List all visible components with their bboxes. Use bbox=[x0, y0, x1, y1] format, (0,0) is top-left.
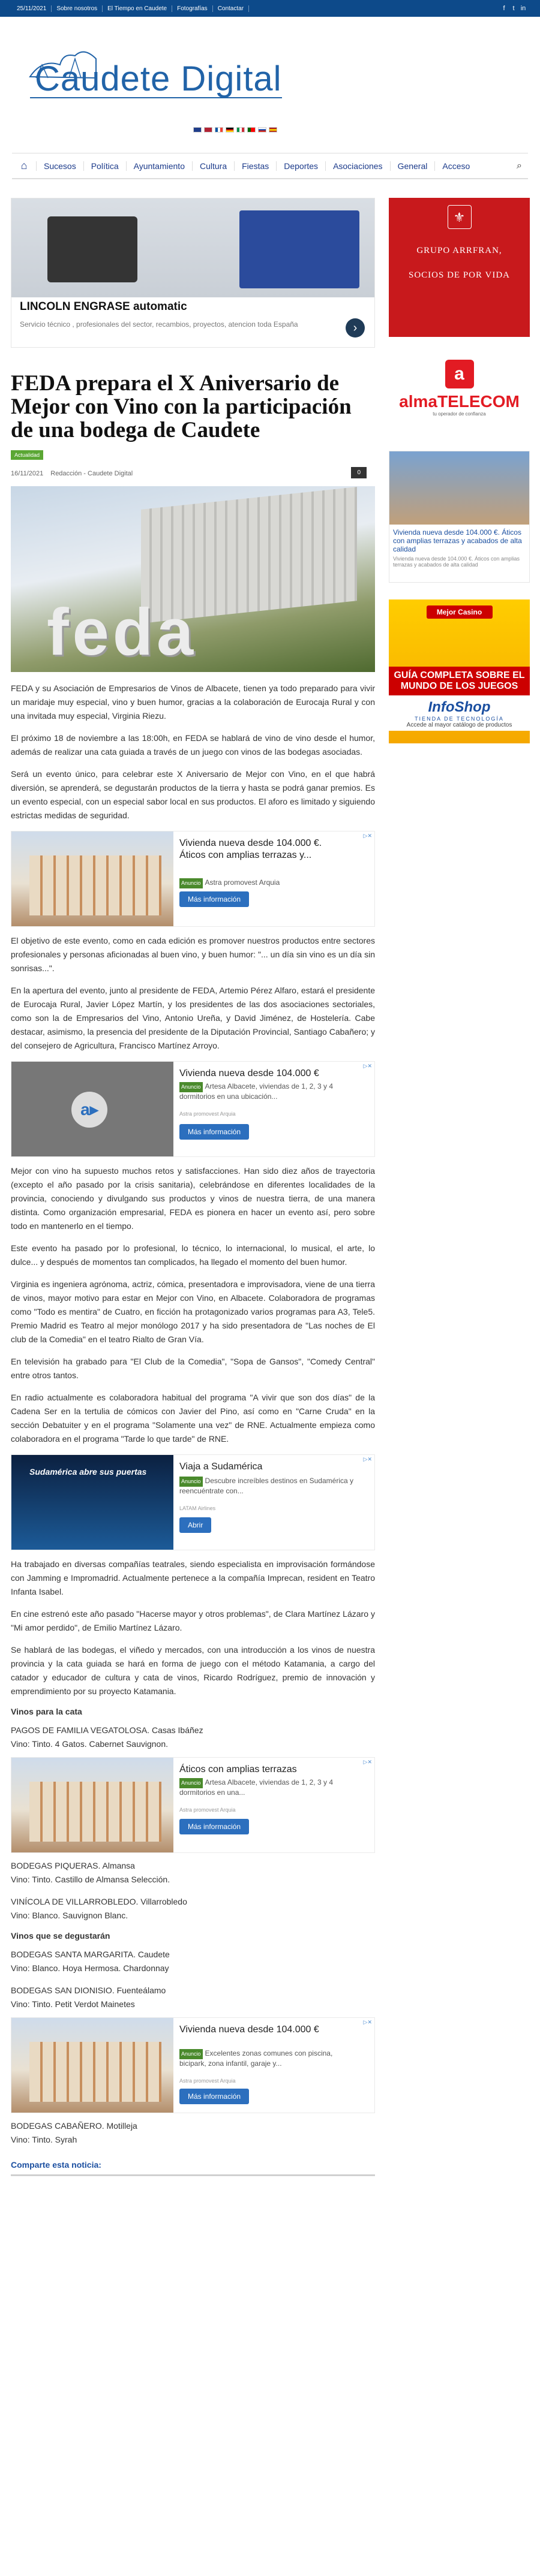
article-title: FEDA prepara el X Aniversario de Mejor con Vino con la participación de una bodega de Caudete bbox=[11, 371, 352, 442]
nav-item-ayuntamiento[interactable]: Ayuntamiento bbox=[126, 161, 192, 171]
building-shape bbox=[29, 1782, 161, 1842]
wine-name: BODEGAS SANTA MARGARITA. Caudete bbox=[11, 1950, 170, 1959]
infoshop-caption: Accede al mayor catálogo de productos bbox=[389, 722, 530, 731]
sidebar-ad-arrfran[interactable] bbox=[389, 198, 530, 337]
ad-choices-icon[interactable]: ▷✕ bbox=[363, 1063, 372, 1069]
article-meta bbox=[11, 467, 375, 480]
infoshop-brand: InfoShop bbox=[389, 695, 530, 716]
nav-item-deportes[interactable]: Deportes bbox=[276, 161, 325, 171]
building-shape bbox=[29, 2042, 161, 2102]
ad-label: Anuncio bbox=[179, 1778, 203, 1788]
crest-icon: ⚜ bbox=[448, 205, 472, 229]
flag-france-icon[interactable] bbox=[215, 127, 223, 132]
wine-name: VINÍCOLA DE VILLARROBLEDO. Villarrobledo bbox=[11, 1897, 187, 1906]
top-banner-ad[interactable] bbox=[11, 198, 375, 348]
building-shape bbox=[29, 855, 161, 915]
ad-title[interactable]: Viaja a Sudamérica bbox=[179, 1462, 263, 1472]
twitter-icon[interactable]: t bbox=[512, 5, 515, 12]
ad-body bbox=[179, 1778, 359, 1797]
paragraph: Se hablará de las bodegas, el viñedo y mercados, con una introducción a los vinos de nuestra provincia y la cata guiada se hará en forma de juego con el método Katamania, a cargo del catador y educador de cultura y cata de vinos, Ricardo Rodríguez, premio de innovación y emprendimiento por su proyecto Katamania. bbox=[11, 1645, 375, 1696]
ad-source: Astra promovest Arquia bbox=[205, 878, 280, 887]
paragraph: Mejor con vino ha supuesto muchos retos y satisfacciones. Han sido diez años de trayectoria (excepto el año pasado por la crisis sanitaria), celebrándose en diferentes localidades de la provincia, conociendo y divulgando sus productos y vinos de nuestra tierra, de una manera distinta. Como organización empresarial, FEDA es pionera en hacer un evento así, pero sobre todo en mantenerlo en el tiempo. bbox=[11, 1166, 375, 1231]
inline-video-ad[interactable] bbox=[11, 1061, 375, 1157]
ad-label: Anuncio bbox=[179, 2049, 203, 2059]
ad-source: Astra promovest Arquia bbox=[179, 1111, 236, 1117]
facebook-icon[interactable]: f bbox=[503, 5, 505, 12]
linkedin-icon[interactable]: in bbox=[520, 5, 526, 12]
nav-item-asociaciones[interactable]: Asociaciones bbox=[325, 161, 390, 171]
inline-ad-airline[interactable] bbox=[11, 1454, 375, 1550]
ad-label: Anuncio bbox=[179, 1477, 203, 1487]
paragraph: Virginia es ingeniera agrónoma, actriz, cómica, presentadora e improvisadora, viene de una tierra de vinos, mayor motivo para estar en Mejor con Vino, en Albacete. Colaboradora de programas como "Todo es mentira" de Cuatro, en ficción ha protagonizado varios programas para A3, Tele5. Premio Madrid es Teatro al mejor monólogo 2017 y ha sido presentadora de "Las noches de El club de la Comedia" en el teatro Rialto de Gran Vía. bbox=[11, 1279, 375, 1344]
wine-desc: Vino: Tinto. 4 Gatos. Cabernet Sauvignon. bbox=[11, 1739, 169, 1749]
wines-heading: Vinos para la cata bbox=[11, 1707, 82, 1716]
ad-image bbox=[389, 451, 529, 525]
ad-choices-icon[interactable]: ▷✕ bbox=[363, 2019, 372, 2025]
more-info-button[interactable]: Más información bbox=[179, 2089, 249, 2104]
wine-desc: Vino: Tinto. Castillo de Almansa Selección. bbox=[11, 1875, 170, 1884]
topbar-link-contact[interactable]: Contactar bbox=[213, 5, 249, 12]
ad-source: Astra promovest Arquia bbox=[179, 2078, 236, 2084]
ad-choices-icon[interactable]: ▷✕ bbox=[363, 1456, 372, 1462]
ad-body-text: Excelentes zonas comunes con piscina, bicipark, zona infantil, garaje y... bbox=[179, 2049, 333, 2068]
topbar-date: 25/11/2021 bbox=[12, 5, 52, 12]
paragraph: En la apertura del evento, junto al presidente de FEDA, Artemio Pérez Alfaro, estará el presidente de Eurocaja Rural, Javier López Martín, y los presidentes de las dos asociaciones sectoriales, como son la de Empresarios del Vino, Antonio Ureña, y David Jiménez, de Hostelería. Cabe destacar, asimismo, la presencia del presidente de la Diputación Provincial, Santiago Cabañero; y del consejero de Agricultura, Francisco Martínez Arroyo. bbox=[11, 986, 376, 1050]
nav-item-fiestas[interactable]: Fiestas bbox=[234, 161, 276, 171]
ad-image bbox=[11, 831, 173, 926]
wine-name: BODEGAS SAN DIONISIO. Fuenteálamo bbox=[11, 1986, 166, 1995]
ad-image bbox=[11, 2018, 173, 2113]
flag-portugal-icon[interactable] bbox=[247, 127, 256, 132]
flag-germany-icon[interactable] bbox=[226, 127, 234, 132]
inline-ad[interactable] bbox=[11, 1757, 375, 1853]
infoshop-sub: TIENDA DE TECNOLOGÍA bbox=[389, 716, 530, 722]
paragraph: Este evento ha pasado por lo profesional, lo técnico, lo internacional, lo musical, el arte, lo dulce... y después de momentos tan complicados, ha llegado el momento del buen humor. bbox=[11, 1243, 375, 1267]
ad-title[interactable]: Vivienda nueva desde 104.000 €. Áticos con amplias terrazas y acabados de alta calidad bbox=[393, 528, 522, 553]
ad-product-shape bbox=[47, 216, 137, 282]
alma-logo-icon: a bbox=[445, 360, 474, 388]
inline-ad[interactable] bbox=[11, 2017, 375, 2113]
flag-italy-icon[interactable] bbox=[236, 127, 245, 132]
wine-name: BODEGAS CABAÑERO. Motilleja bbox=[11, 2121, 137, 2131]
hero-sign: feda bbox=[47, 595, 197, 669]
site-title[interactable]: Caudete Digital bbox=[35, 59, 282, 98]
paragraph: Será un evento único, para celebrar este X Aniversario de Mejor con Vino, en el que habrá diversión, se aprenderá, se degustarán productos de la tierra y hasta se podrá ganar premios. Es un evento especial, con un especial sabor local en sus productos. El aforo es limitado y siguiendo estrictas medidas de seguridad. bbox=[11, 769, 375, 820]
article-author[interactable]: Redacción - Caudete Digital bbox=[50, 470, 133, 477]
search-icon[interactable]: ⌕ bbox=[517, 160, 522, 171]
main-nav bbox=[12, 153, 528, 179]
share-divider bbox=[11, 2174, 375, 2176]
ad-source: LATAM Airlines bbox=[179, 1505, 216, 1511]
ad-description: Servicio técnico , profesionales del sector, recambios, proyectos, atencion toda España bbox=[20, 320, 298, 329]
wine-desc: Vino: Blanco. Hoya Hermosa. Chardonnay bbox=[11, 1963, 169, 1973]
ad-source: Vivienda nueva desde 104.000 €. Áticos con amplias terrazas y acabados de alta calidad bbox=[393, 556, 520, 568]
ad-body bbox=[179, 1477, 359, 1496]
ad-choices-icon[interactable]: ▷✕ bbox=[363, 1759, 372, 1765]
more-info-button[interactable]: Más información bbox=[179, 1124, 249, 1140]
paragraph: FEDA y su Asociación de Empresarios de Vinos de Albacete, tienen ya todo preparado para vivir un maridaje muy especial, vino y buen humor, gracias a la colaboración de Eurocaja Rural y con una invitada muy especial, Virginia Riezu. bbox=[11, 683, 375, 721]
nav-item-politica[interactable]: Política bbox=[83, 161, 126, 171]
article bbox=[11, 372, 375, 2176]
ad-title[interactable]: Áticos con amplias terrazas bbox=[179, 1764, 297, 1774]
topbar-link-about[interactable]: Sobre nosotros bbox=[52, 5, 103, 12]
ad-body-text: Descubre increíbles destinos en Sudamérica y reencuéntrate con... bbox=[179, 1477, 353, 1495]
top-bar bbox=[0, 0, 540, 17]
wine-desc: Vino: Tinto. Syrah bbox=[11, 2135, 77, 2144]
share-heading: Comparte esta noticia: bbox=[11, 2160, 101, 2170]
language-flags bbox=[193, 127, 277, 132]
ad-title[interactable]: Vivienda nueva desde 104.000 € bbox=[179, 2024, 319, 2035]
sidebar-ad-infoshop[interactable] bbox=[389, 599, 530, 743]
wine-desc: Vino: Tinto. Petit Verdot Mainetes bbox=[11, 1999, 135, 2009]
category-badge[interactable]: Actualidad bbox=[11, 450, 43, 460]
topbar-link-weather[interactable]: El Tiempo en Caudete bbox=[103, 5, 172, 12]
wine-name: BODEGAS PIQUERAS. Almansa bbox=[11, 1861, 135, 1870]
ad-image bbox=[11, 1758, 173, 1852]
ad-image bbox=[11, 198, 374, 297]
nav-item-general[interactable]: General bbox=[390, 161, 435, 171]
ad-body bbox=[179, 878, 359, 888]
ad-headline[interactable]: LINCOLN ENGRASE automatic bbox=[20, 300, 187, 313]
ad-label: Anuncio bbox=[179, 1082, 203, 1092]
ad-product-shape bbox=[239, 210, 359, 288]
ad-body-text: Artesa Albacete, viviendas de 1, 2, 3 y 4 dormitorios en una... bbox=[179, 1778, 333, 1797]
ad-body bbox=[179, 1082, 359, 1101]
paragraph: Ha trabajado en diversas compañías teatrales, siendo especialista en improvisación formándose con Jamming e Impromadrid. Actualmente pertenece a la compañía Imprecan, resident en Teatro Infanta Isabel. bbox=[11, 1559, 375, 1596]
flag-usa-icon[interactable] bbox=[204, 127, 212, 132]
wine-name: PAGOS DE FAMILIA VEGATOLOSA. Casas Ibáñez bbox=[11, 1725, 203, 1735]
site-header bbox=[0, 17, 540, 131]
alma-tagline: tu operador de confianza bbox=[433, 411, 486, 417]
paragraph: El objetivo de este evento, como en cada edición es promover nuestros productos entre sectores profesionales y personas aficionadas al buen vino, y buen humor: "... un día sin vino es un día sin sonrisas...". bbox=[11, 936, 375, 973]
arrfran-slogan: SOCIOS DE POR VIDA bbox=[409, 270, 510, 280]
ad-label: Anuncio bbox=[179, 878, 203, 888]
play-icon[interactable]: a▸ bbox=[71, 1092, 107, 1128]
sidebar-ad-almatelecom[interactable] bbox=[389, 360, 530, 424]
wine-desc: Vino: Blanco. Sauvignon Blanc. bbox=[11, 1911, 128, 1920]
home-icon[interactable]: ⌂ bbox=[20, 159, 28, 171]
ad-choices-icon[interactable]: ▷✕ bbox=[363, 833, 372, 839]
paragraph: El próximo 18 de noviembre a las 18:00h, en FEDA se hablará de vino de vino desde el humor, además de realizar una cata guiada a través de un juego con vinos de las bodegas asociadas. bbox=[11, 733, 375, 757]
nav-item-cultura[interactable]: Cultura bbox=[192, 161, 234, 171]
more-info-button[interactable]: Más información bbox=[179, 891, 249, 907]
nav-item-sucesos[interactable]: Sucesos bbox=[36, 161, 83, 171]
sidebar-ad-housing[interactable] bbox=[389, 451, 530, 583]
nav-item-acceso[interactable]: Acceso bbox=[434, 161, 477, 171]
paragraph: En cine estrenó este año pasado "Hacerse mayor y otros problemas", de Clara Martínez Lázaro y "Mi amor perdido", de Emilio Martínez Lázaro. bbox=[11, 1609, 375, 1632]
arrfran-title: GRUPO ARRFRAN, bbox=[416, 246, 502, 255]
ad-image bbox=[11, 1455, 173, 1550]
ad-video[interactable] bbox=[11, 1062, 173, 1156]
ad-image-text: Sudamérica abre sus puertas bbox=[29, 1467, 147, 1477]
topbar-link-photos[interactable]: Fotografías bbox=[172, 5, 213, 12]
open-button[interactable]: Abrir bbox=[179, 1517, 211, 1533]
flag-english-icon[interactable] bbox=[193, 127, 202, 132]
ad-title[interactable]: Vivienda nueva desde 104.000 € bbox=[179, 1068, 319, 1078]
flag-spain-icon[interactable] bbox=[269, 127, 277, 132]
wines-tasted-heading: Vinos que se degustarán bbox=[11, 1931, 110, 1941]
hero-image bbox=[11, 486, 375, 672]
casino-badge: Mejor Casino bbox=[427, 605, 493, 619]
ad-body bbox=[179, 2049, 359, 2068]
article-date: 16/11/2021 bbox=[11, 470, 44, 477]
chevron-right-icon[interactable]: › bbox=[346, 318, 365, 338]
ad-title[interactable]: Vivienda nueva desde 104.000 €. Áticos con amplias terrazas y... bbox=[179, 838, 322, 860]
flag-russia-icon[interactable] bbox=[258, 127, 266, 132]
inline-ad[interactable] bbox=[11, 831, 375, 927]
paragraph: En televisión ha grabado para "El Club de la Comedia", "Sopa de Gansos", "Comedy Central" entre otros tantos. bbox=[11, 1357, 375, 1380]
ad-body-text: Artesa Albacete, viviendas de 1, 2, 3 y 4 dormitorios en una ubicación... bbox=[179, 1082, 333, 1101]
ad-source: Astra promovest Arquia bbox=[179, 1807, 236, 1813]
alma-name: almaTELECOM bbox=[399, 392, 520, 411]
more-info-button[interactable]: Más información bbox=[179, 1819, 249, 1834]
comment-count[interactable]: 0 bbox=[351, 467, 367, 478]
infoshop-headline: GUÍA COMPLETA SOBRE EL MUNDO DE LOS JUEGOS bbox=[389, 667, 530, 695]
paragraph: En radio actualmente es colaboradora habitual del programa "A vivir que son dos días" de la Cadena Ser en la tertulia de cómicos con Javier del Pino, así como en "Carne Cruda" en la sección Debatuiter y en el programa "Solamente una vez" de RNE. Actualmente empieza como colaboradora en el programa "Tarde lo que tarde" de RNE. bbox=[11, 1393, 375, 1444]
